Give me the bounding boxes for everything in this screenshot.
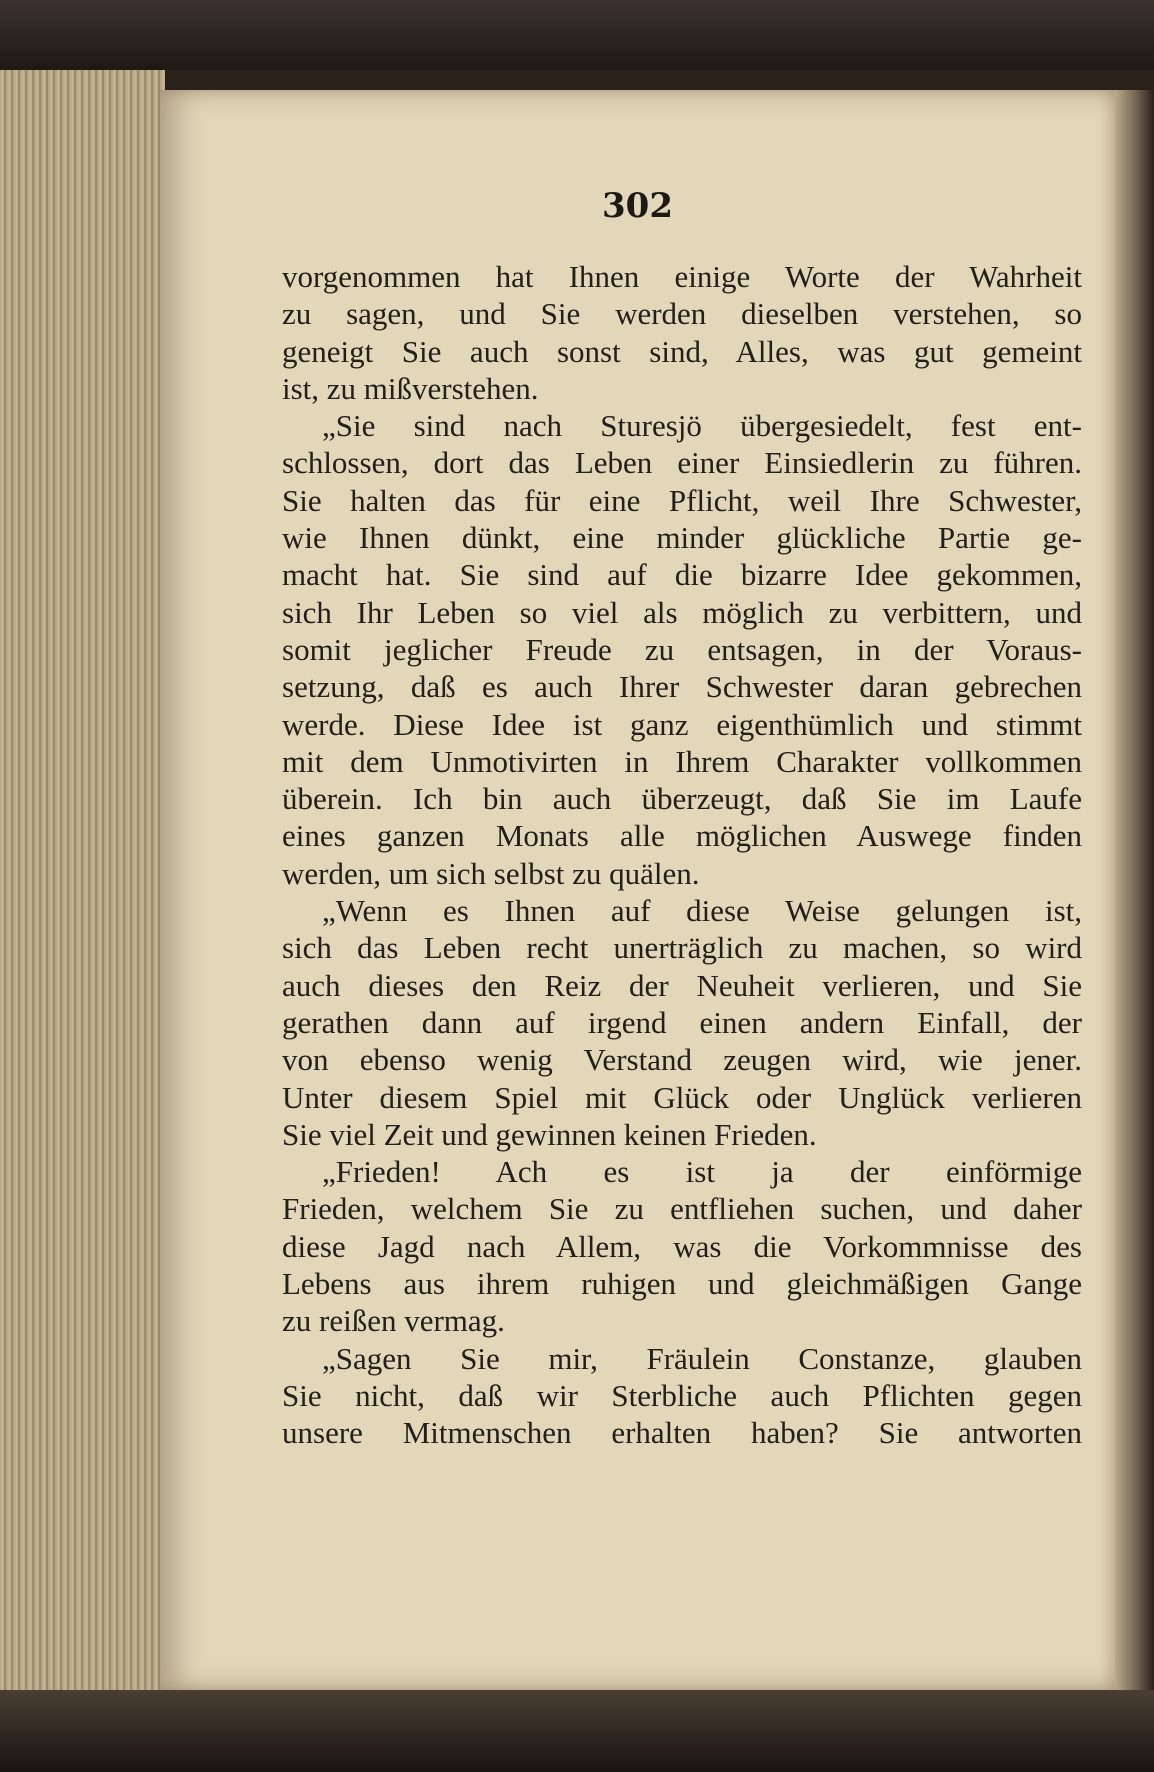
page-right-edge [1112,90,1154,1690]
text-line: sich Ihr Leben so viel als möglich zu verbittern, und [282,594,1082,630]
text-line: „Wenn es Ihnen auf diese Weise gelungen ist, [322,893,1082,929]
text-line: mit dem Unmotivirten in Ihrem Charakter vollkommen [282,743,1082,779]
text-line: Sie nicht, daß wir Sterbliche auch Pflichten gegen [282,1377,1082,1413]
text-line: gerathen dann auf irgend einen andern Einfall, der [282,1004,1082,1040]
text-line: Frieden, welchem Sie zu entfliehen suchen, und daher [282,1191,1082,1227]
text-line: zu reißen vermag. [282,1303,505,1339]
page-number: 302 [602,186,673,226]
text-line: Lebens aus ihrem ruhigen und gleichmäßigen Gange [282,1266,1082,1302]
book-cover-top [0,0,1154,70]
text-line: vorgenommen hat Ihnen einige Worte der Wahrheit [282,259,1082,294]
text-line: „Frieden! Ach es ist ja der einförmige [322,1154,1082,1190]
text-line: geneigt Sie auch sonst sind, Alles, was gut gemeint [282,333,1082,369]
text-line: zu sagen, und Sie werden dieselben verstehen, so [282,296,1082,332]
page-edges [0,70,165,1690]
text-line: „Sie sind nach Sturesjö übergesiedelt, fest ent- [322,408,1082,444]
text-line: unsere Mitmenschen erhalten haben? Sie antworten [282,1415,1082,1451]
text-line: schlossen, dort das Leben einer Einsiedlerin zu führen. [282,445,1082,481]
text-line: Unter diesem Spiel mit Glück oder Unglück verlieren [282,1079,1082,1115]
body-text [282,258,1082,1452]
text-line: diese Jagd nach Allem, was die Vorkommnisse des [282,1228,1082,1264]
text-line: sich das Leben recht unerträglich zu machen, so wird [282,930,1082,966]
text-line: setzung, daß es auch Ihrer Schwester daran gebrechen [282,669,1082,705]
text-line: Sie viel Zeit und gewinnen keinen Frieden. [282,1116,817,1152]
text-line: eines ganzen Monats alle möglichen Auswege finden [282,818,1082,854]
bottom-shadow [0,1690,1154,1772]
text-line: auch dieses den Reiz der Neuheit verlieren, und Sie [282,967,1082,1003]
text-line: werden, um sich selbst zu quälen. [282,855,700,891]
text-line: werde. Diese Idee ist ganz eigenthümlich und stimmt [282,706,1082,742]
text-line: von ebenso wenig Verstand zeugen wird, wie jener. [282,1042,1082,1078]
text-line: ist, zu mißverstehen. [282,370,539,406]
text-line: „Sagen Sie mir, Fräulein Constanze, glauben [322,1340,1082,1376]
book-page [160,90,1115,1690]
text-line: wie Ihnen dünkt, eine minder glückliche Partie ge- [282,520,1082,556]
text-line: überein. Ich bin auch überzeugt, daß Sie im Laufe [282,781,1082,817]
text-line: somit jeglicher Freude zu entsagen, in der Voraus- [282,631,1082,667]
text-line: macht hat. Sie sind auf die bizarre Idee gekommen, [282,557,1082,593]
text-line: Sie halten das für eine Pflicht, weil Ihre Schwester, [282,482,1082,518]
